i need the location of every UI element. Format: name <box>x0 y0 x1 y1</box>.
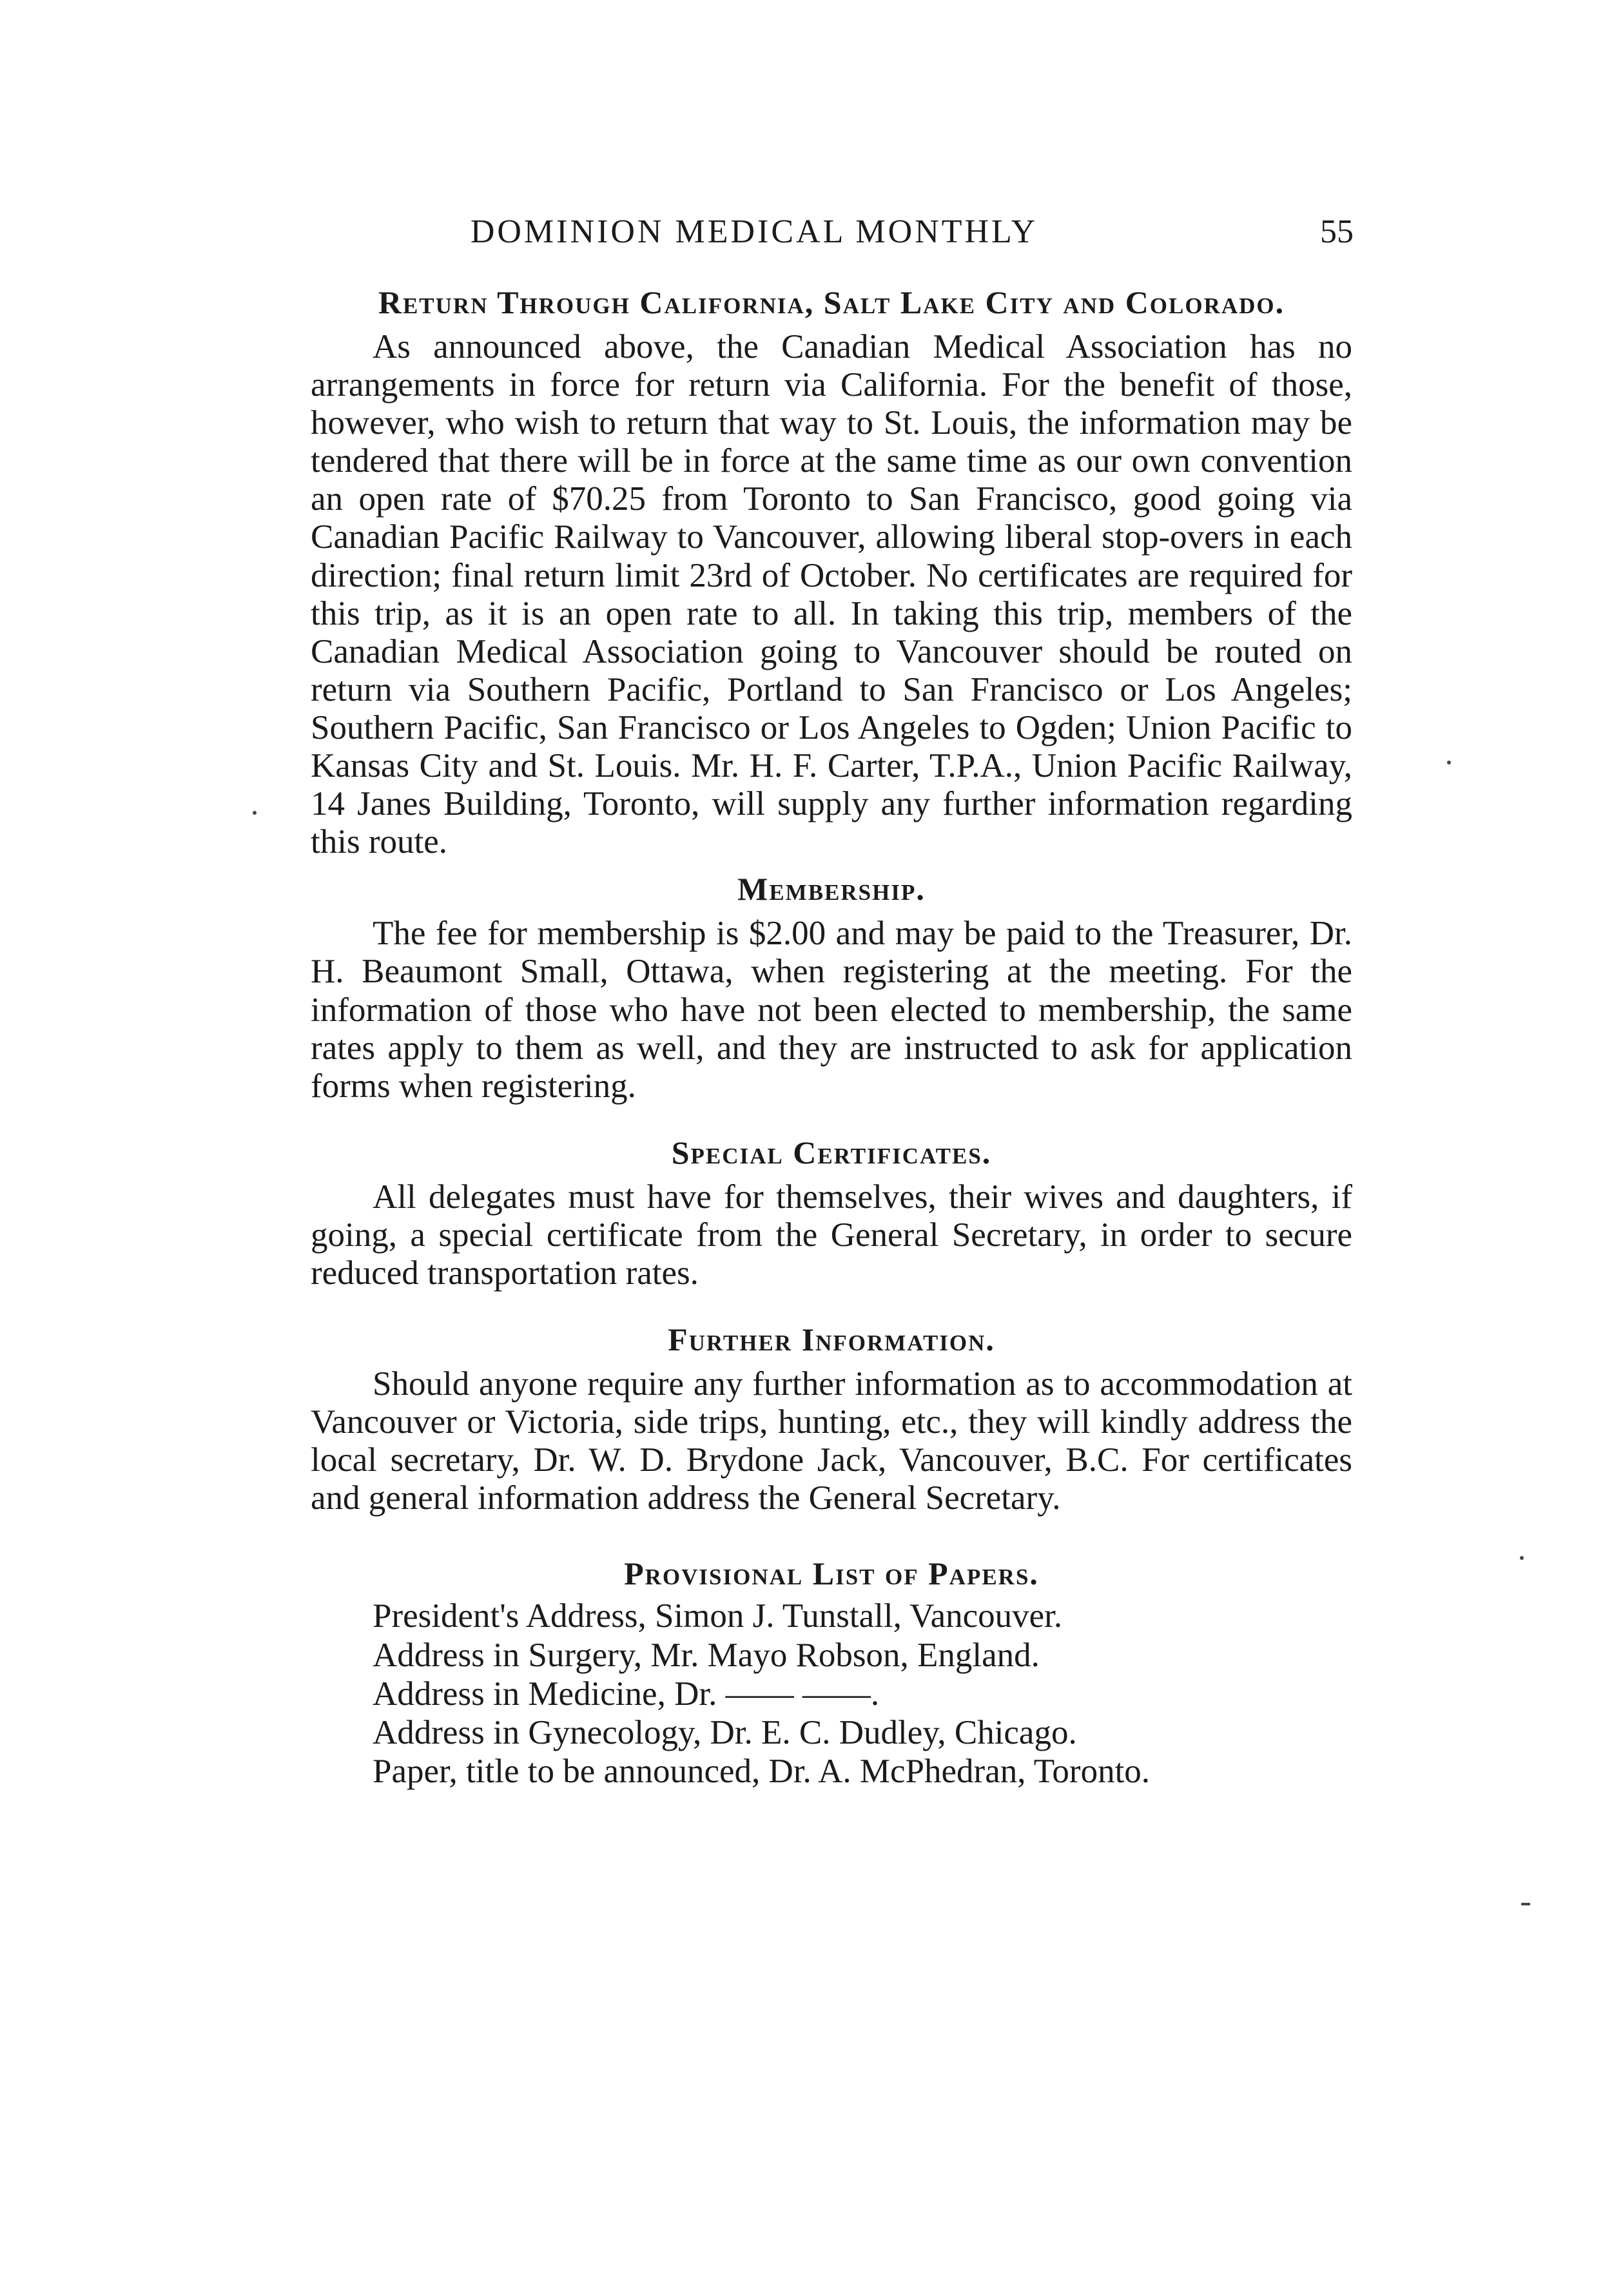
section-heading-further-information: Further Information. <box>668 1321 995 1358</box>
page-header <box>309 213 1354 264</box>
papers-list-item: Address in Surgery, Mr. Mayo Robson, England. <box>373 1636 1040 1674</box>
section-heading-membership: Membership. <box>737 871 926 908</box>
spacer <box>311 1292 1352 1321</box>
article-body <box>311 284 1352 1791</box>
papers-list-item: President's Address, Simon J. Tunstall, Vancouver. <box>373 1597 1063 1635</box>
scan-speck <box>1447 761 1451 764</box>
spacer <box>311 861 1352 870</box>
scan-speck <box>1521 1903 1530 1905</box>
spacer <box>311 1517 1352 1555</box>
papers-list-item: Paper, title to be announced, Dr. A. McPhedran, Toronto. <box>373 1753 1151 1790</box>
papers-list-item: Address in Medicine, Dr. —— ——. <box>373 1675 880 1713</box>
spacer <box>311 1105 1352 1134</box>
section-paragraph-special-certificates: All delegates must have for themselves, their wives and daughters, if going, a special certificate from the General Secretary, in order to secure reduced transportation rates. <box>311 1178 1352 1292</box>
section-paragraph-further-information: Should anyone require any further information as to accommodation at Vancouver or Victoria, side trips, hunting, etc., they will kindly address the local secretary, Dr. W. D. Brydone Jack, Vancouver, B.C. For certificates and general information address the General Secretary. <box>311 1365 1352 1517</box>
section-heading-provisional-papers: Provisional List of Papers. <box>624 1555 1039 1592</box>
section-paragraph-membership: The fee for membership is $2.00 and may be paid to the Treasurer, Dr. H. Beaumont Small, Ottawa, when registering at the meeting. For the information of those who have not been elected to membership, the same rates apply to them as well, and they are instructed to ask for application forms when registering. <box>311 915 1352 1105</box>
page-number: 55 <box>1320 213 1354 250</box>
papers-list-item: Address in Gynecology, Dr. E. C. Dudley, Chicago. <box>373 1713 1077 1751</box>
section-heading-special-certificates: Special Certificates. <box>671 1134 992 1171</box>
section-paragraph-return-route: As announced above, the Canadian Medical Association has no arrangements in force for return via California. For the benefit of those, however, who wish to return that way to St. Louis, the information may be tendered that there will be in force at the same time as our own convention an open rate of $70.25 from Toronto to San Francisco, good going via Canadian Pacific Railway to Vancouver, allowing liberal stop-overs in each direction; final return limit 23rd of October. No certificates are required for this trip, as it is an open rate to all. In taking this trip, members of the Canadian Medical Association going to Vancouver should be routed on return via Southern Pacific, Portland to San Francisco or Los Angeles; Southern Pacific, San Francisco or Los Angeles to Ogden; Union Pacific to Kansas City and St. Louis. Mr. H. F. Carter, T.P.A., Union Pacific Railway, 14 Janes Building, Toronto, will supply any further information regarding this route. <box>311 328 1352 861</box>
scan-speck <box>253 811 257 815</box>
running-head: DOMINION MEDICAL MONTHLY <box>470 213 1038 250</box>
section-heading-return-route: Return Through California, Salt Lake City and Colorado. <box>378 284 1285 320</box>
scan-speck <box>1520 1556 1524 1560</box>
papers-list <box>311 1597 1352 1791</box>
